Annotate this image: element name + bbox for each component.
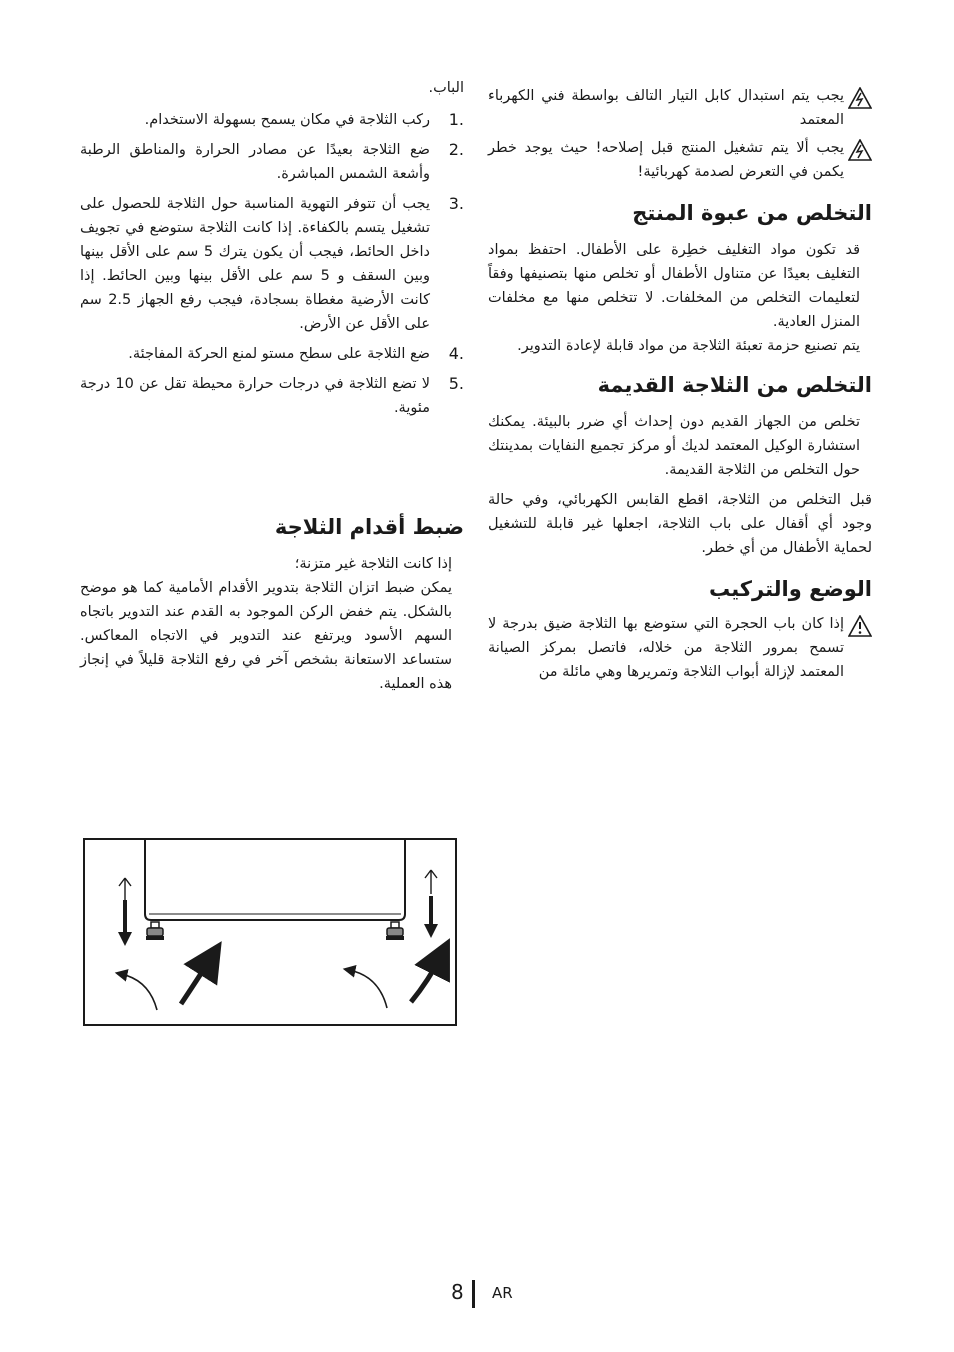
language-code: AR (492, 1284, 513, 1302)
packaging-paragraph: قد تكون مواد التغليف خطِرة على الأطفال. احتفظ بمواد التغليف بعيدًا عن متناول الأطفال أو تخلص منها بتصنيفها وفقاً لتعليمات التخلص من المخلفات. لا تتخلص منها مع مخلفات المنزل العادية. (488, 242, 860, 330)
electric-warning-icon (848, 139, 872, 161)
rotate-clockwise-icon (181, 958, 211, 1004)
footer-divider (472, 1280, 475, 1308)
warning-shock: يجب ألا يتم تشغيل المنتج قبل إصلاحه! حيث يوجد خطر يكمن في التعرض لصدمة كهربائية! (488, 136, 872, 184)
list-item: 3. يجب أن تتوفر التهوية المناسبة حول الثلاجة للحصول على تشغيل يتسم بالكفاءة. إذا كانت الثلاجة ستوضع في تجويف داخل الحائط، فيجب أن يكون يترك 5 سم على الأقل بينها وبين السقف و 5 سم على الأقل بينها وبين الحائط. إذا كانت الأرضية مغطاة بسجادة، فيجب رفع الجهاز 2.5 سم على الأقل عن الأرض. (80, 194, 464, 332)
feet-paragraph: إذا كانت الثلاجة غير متزنة؛ (294, 556, 452, 572)
installation-steps (80, 108, 464, 420)
placement-heading: الوضع والتركيب (709, 577, 872, 601)
packaging-heading: التخلص من عبوة المنتج (632, 201, 872, 225)
warning-cable: يجب يتم استبدال كابل التيار التالف بواسطة فني الكهرباء المعتمد (488, 84, 872, 132)
rotate-clockwise-icon (411, 956, 441, 1002)
warning-door: إذا كان باب الحجرة التي ستوضع بها الثلاجة ضيق بدرجة لا تسمح بمرور الثلاجة من خلاله، فاتصل بمركز الصيانة المعتمد لإزالة أبواب الثلاجة وتمريرها وهي مائلة من (488, 612, 872, 684)
up-down-arrow-icon (424, 870, 438, 938)
rotate-counterclockwise-icon (349, 970, 387, 1008)
feet-paragraph: يمكن ضبط اتزان الثلاجة بتدوير الأقدام الأمامية كما هو موضح بالشكل. يتم خفض الركن الموجود به القدم عند التدوير باتجاه السهم الأسود ويرتفع عند التدوير في الاتجاه المعاكس. ستساعد الاستعانة بشخص آخر في رفع الثلاجة قليلاً في إنجاز هذه العملية. (80, 580, 452, 692)
list-item: 1. ركب الثلاجة في مكان يسمح بسهولة الاستخدام. (144, 110, 464, 129)
packaging-paragraph: يتم تصنيع حزمة تعبئة الثلاجة من مواد قابلة لإعادة التدوير. (517, 338, 860, 354)
continuation-text: الباب. (428, 80, 464, 96)
warning-icon (848, 615, 872, 637)
up-down-arrow-icon (118, 878, 132, 946)
leveling-feet-figure (83, 838, 457, 1026)
list-item: 4. ضع الثلاجة على سطح مستو لمنع الحركة المفاجئة. (128, 344, 464, 363)
feet-heading: ضبط أقدام الثلاجة (274, 515, 464, 539)
old-fridge-paragraph: تخلص من الجهاز القديم دون إحداث أي ضرر بالبيئة. يمكنك استشارة الوكيل المعتمد لديك أو مركز تجميع النفايات بمدينتك حول التخلص من الثلاجة القديمة. (488, 414, 860, 478)
left-column (80, 76, 464, 696)
page-footer (440, 1276, 600, 1308)
left-foot-icon (146, 922, 164, 940)
rotate-counterclockwise-icon (121, 974, 157, 1010)
old-fridge-paragraph: قبل التخلص من الثلاجة، اقطع القابس الكهربائي، وفي حالة وجود أي أقفال على باب الثلاجة، اجعلها غير قابلة للتشغيل لحماية الأطفال من أي خطر. (488, 492, 872, 556)
page-number: 8 (451, 1280, 464, 1304)
right-foot-icon (386, 922, 404, 940)
old-fridge-heading: التخلص من الثلاجة القديمة (597, 373, 872, 397)
list-item: 2. ضع الثلاجة بعيدًا عن مصادر الحرارة والمناطق الرطبة وأشعة الشمس المباشرة. (80, 140, 464, 182)
right-column (488, 80, 872, 688)
electric-warning-icon (848, 87, 872, 109)
leveling-feet-illustration (85, 840, 455, 1024)
list-item: 5. لا تضع الثلاجة في درجات حرارة محيطة تقل عن 10 درجة مئوية. (80, 374, 464, 416)
